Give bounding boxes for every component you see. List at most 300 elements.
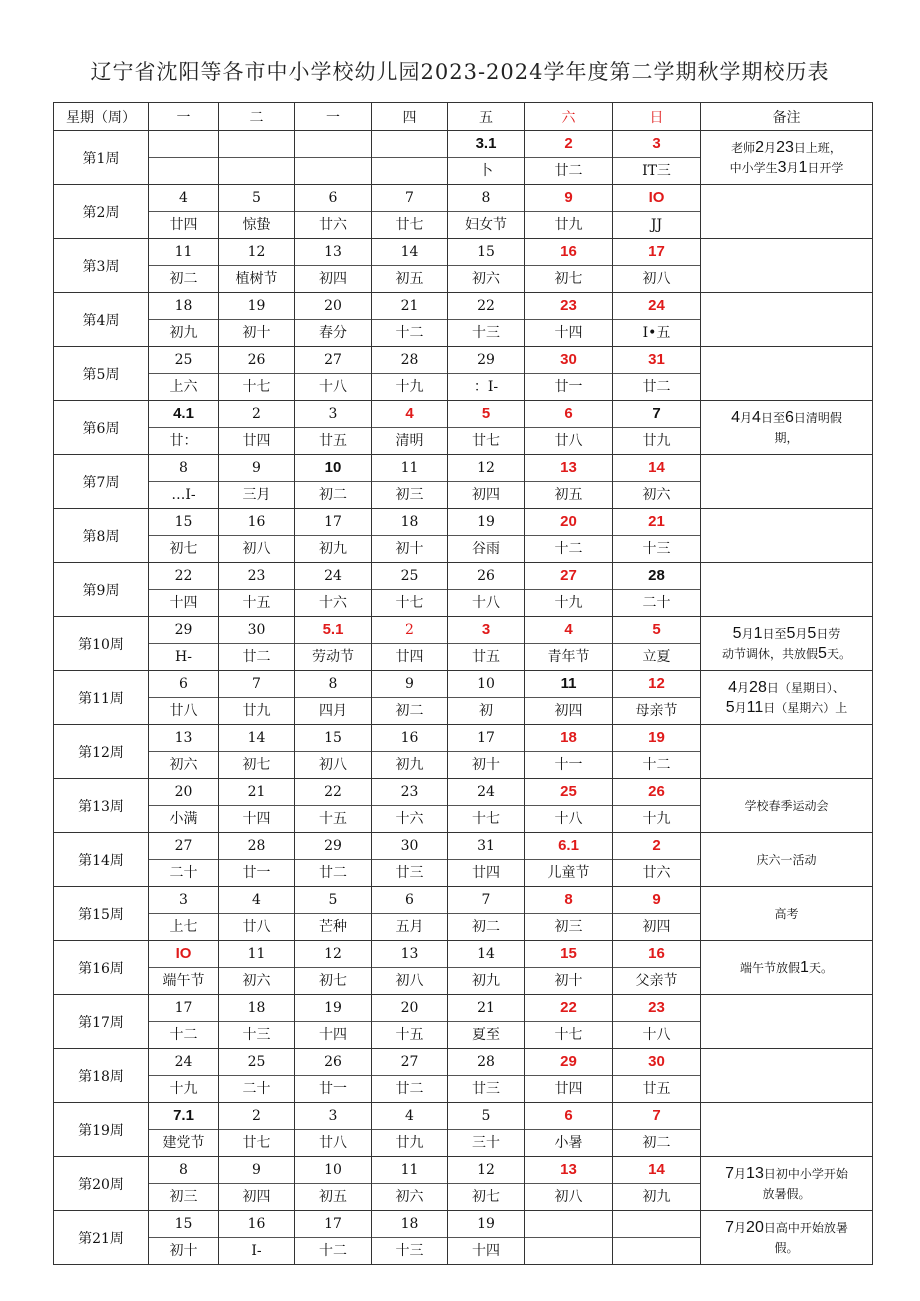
day-lunar: 初九 (319, 541, 347, 557)
day-date: 7 (372, 185, 447, 212)
note-line (701, 850, 872, 870)
note-text: 端午节放假 (740, 960, 801, 975)
day-date: 6 (525, 401, 612, 428)
week-row (54, 1157, 873, 1211)
day-lunar: 廿七 (395, 217, 424, 233)
day-lunar: 上六 (169, 379, 198, 395)
day-cell (372, 293, 448, 347)
day-cell (525, 401, 613, 455)
day-lunar: 十九 (395, 379, 424, 395)
note-text: 4 (728, 678, 738, 696)
day-date: 29 (448, 347, 524, 374)
day-cell (219, 1211, 295, 1265)
week-row (54, 833, 873, 887)
note-cell (701, 347, 873, 401)
day-cell (219, 833, 295, 887)
day-cell (613, 887, 701, 941)
day-lunar: 十二 (642, 757, 671, 773)
note-line (701, 698, 872, 718)
week-label: 第18周 (54, 1049, 149, 1103)
day-date: 31 (613, 347, 700, 374)
day-lunar: 廿一 (319, 1081, 347, 1097)
day-date: 16 (219, 1211, 294, 1238)
day-date: 15 (149, 509, 218, 536)
day-lunar: 廿八 (169, 703, 198, 719)
note-text: 月 (734, 1220, 747, 1235)
day-cell (295, 347, 372, 401)
week-label: 第16周 (54, 941, 149, 995)
day-date: 25 (219, 1049, 294, 1076)
note-line (701, 1164, 872, 1184)
day-date: 19 (295, 995, 371, 1022)
day-cell (372, 347, 448, 401)
day-lunar: 廿三 (395, 865, 424, 881)
note-line (701, 904, 872, 924)
note-cell (701, 941, 873, 995)
day-date: 24 (149, 1049, 218, 1076)
day-cell (149, 1103, 219, 1157)
note-text: 1 (798, 158, 808, 176)
day-cell (613, 995, 701, 1049)
note-text: 20 (746, 1218, 764, 1236)
day-date: IO (149, 941, 218, 968)
day-cell (295, 671, 372, 725)
day-date: 21 (448, 995, 524, 1022)
note-text: 学校春季运动会 (744, 798, 829, 813)
day-date: 3 (295, 401, 371, 428)
day-cell (613, 617, 701, 671)
day-lunar: 二十 (242, 1081, 271, 1097)
day-cell (448, 509, 525, 563)
day-date: 14 (613, 1157, 700, 1184)
day-lunar: 廿八 (242, 919, 271, 935)
day-cell (613, 293, 701, 347)
day-lunar: 初七 (319, 973, 347, 989)
day-date: 3 (613, 131, 700, 158)
note-text: 月 (734, 700, 747, 715)
day-lunar: 十八 (319, 379, 347, 395)
day-cell (448, 941, 525, 995)
day-cell (525, 455, 613, 509)
day-date: 17 (149, 995, 218, 1022)
day-date: 23 (613, 995, 700, 1022)
note-text: 3 (777, 158, 787, 176)
day-cell (525, 509, 613, 563)
note-text: 日（星期六）上 (763, 700, 848, 715)
day-lunar: IT三 (642, 163, 671, 179)
day-date: 15 (525, 941, 612, 968)
note-text: 日初中小学开始 (763, 1166, 848, 1181)
day-date: 17 (448, 725, 524, 752)
day-cell (525, 887, 613, 941)
day-date: 6.1 (525, 833, 612, 860)
note-line (701, 428, 872, 448)
note-text: 假。 (774, 1240, 799, 1255)
week-row (54, 239, 873, 293)
day-lunar: 二十 (169, 865, 198, 881)
day-cell (295, 941, 372, 995)
day-lunar: 廿九 (242, 703, 271, 719)
note-line (701, 408, 872, 428)
day-lunar: 初二 (169, 271, 198, 287)
day-cell (219, 995, 295, 1049)
day-date: 14 (372, 239, 447, 266)
day-cell (149, 779, 219, 833)
day-lunar: 初九 (472, 973, 500, 989)
day-date: 10 (295, 455, 371, 482)
note-text: 动节调休，共放假 (722, 646, 819, 661)
day-lunar (219, 158, 294, 184)
day-date: IO (613, 185, 700, 212)
day-lunar: 四月 (319, 703, 347, 719)
day-lunar: 十七 (554, 1027, 583, 1043)
day-date: 13 (372, 941, 447, 968)
day-cell (525, 1049, 613, 1103)
day-cell (448, 779, 525, 833)
day-lunar: 初九 (169, 325, 198, 341)
day-cell (372, 1049, 448, 1103)
note-cell (701, 725, 873, 779)
day-lunar: 十八 (472, 595, 500, 611)
day-cell (295, 833, 372, 887)
day-date: 20 (149, 779, 218, 806)
note-cell (701, 617, 873, 671)
day-lunar: 廿八 (554, 433, 583, 449)
day-cell (219, 1103, 295, 1157)
day-lunar: 初六 (242, 973, 271, 989)
day-lunar: 春分 (319, 325, 347, 341)
day-date: 17 (295, 1211, 371, 1238)
week-row (54, 887, 873, 941)
day-date: 26 (295, 1049, 371, 1076)
week-label: 第5周 (54, 347, 149, 401)
day-date: 28 (219, 833, 294, 860)
day-lunar: 初四 (472, 487, 500, 503)
week-label: 第1周 (54, 131, 149, 185)
note-cell (701, 239, 873, 293)
day-date: 28 (613, 563, 700, 590)
week-row (54, 725, 873, 779)
day-date (295, 131, 371, 158)
day-lunar: 父亲节 (635, 973, 678, 989)
day-cell (295, 293, 372, 347)
day-lunar: 廿三 (472, 1081, 500, 1097)
day-cell (613, 1049, 701, 1103)
week-label: 第10周 (54, 617, 149, 671)
note-text: 日清明假 (793, 410, 842, 425)
day-date: 18 (372, 509, 447, 536)
day-date: 13 (525, 455, 612, 482)
day-lunar: H- (175, 649, 192, 665)
day-lunar: 廿九 (395, 1135, 424, 1151)
day-lunar (613, 1238, 700, 1264)
day-date: 4.1 (149, 401, 218, 428)
week-row (54, 617, 873, 671)
day-date: 8 (295, 671, 371, 698)
day-cell (613, 455, 701, 509)
day-cell (525, 1211, 613, 1265)
note-cell (701, 1211, 873, 1265)
week-row (54, 995, 873, 1049)
day-cell (295, 887, 372, 941)
day-date: 31 (448, 833, 524, 860)
day-date: 23 (219, 563, 294, 590)
day-lunar: 廿九 (554, 217, 583, 233)
day-cell (295, 239, 372, 293)
day-lunar: 十三 (395, 1243, 424, 1259)
day-date: 8 (525, 887, 612, 914)
day-date: 28 (372, 347, 447, 374)
note-text: 放暑假。 (762, 1186, 811, 1201)
week-row (54, 671, 873, 725)
note-cell (701, 671, 873, 725)
page-title: 辽宁省沈阳等各市中小学校幼儿园2023-2024学年度第二学期秋学期校历表 (90, 60, 830, 84)
day-cell (613, 1211, 701, 1265)
day-lunar: 廿六 (319, 217, 347, 233)
day-cell (448, 347, 525, 401)
day-cell (448, 131, 525, 185)
day-lunar: 廿六 (642, 865, 671, 881)
day-cell (219, 941, 295, 995)
day-lunar: 初十 (472, 757, 500, 773)
day-date: 12 (448, 1157, 524, 1184)
day-cell (149, 1157, 219, 1211)
header-sun: 日 (613, 103, 701, 131)
day-date: 26 (613, 779, 700, 806)
day-lunar: 五月 (395, 919, 424, 935)
day-lunar: 十六 (395, 811, 424, 827)
day-lunar: 初四 (642, 919, 671, 935)
day-cell (149, 617, 219, 671)
day-lunar: 谷雨 (472, 541, 500, 557)
day-date: 23 (525, 293, 612, 320)
day-cell (219, 671, 295, 725)
day-lunar: 初四 (242, 1189, 271, 1205)
day-date: 10 (295, 1157, 371, 1184)
day-date: 6 (149, 671, 218, 698)
day-date: 6 (295, 185, 371, 212)
day-date: 11 (149, 239, 218, 266)
header-fri: 五 (448, 103, 525, 131)
day-lunar: 初十 (242, 325, 271, 341)
day-cell (448, 833, 525, 887)
day-cell (295, 617, 372, 671)
day-lunar: 初六 (395, 1189, 424, 1205)
school-calendar-table (53, 102, 873, 1265)
day-cell (372, 563, 448, 617)
note-line (701, 1184, 872, 1204)
day-cell (219, 1049, 295, 1103)
day-cell (295, 1157, 372, 1211)
day-date: 5 (613, 617, 700, 644)
day-cell (149, 131, 219, 185)
day-date: 5 (448, 401, 524, 428)
day-date: 25 (372, 563, 447, 590)
note-text: 7 (725, 1218, 735, 1236)
note-cell (701, 563, 873, 617)
note-text: 4 (731, 408, 741, 426)
day-cell (295, 995, 372, 1049)
week-label: 第11周 (54, 671, 149, 725)
day-lunar: 初六 (169, 757, 198, 773)
day-lunar: …I- (171, 487, 196, 503)
header-week: 星期（周） (54, 103, 149, 131)
day-lunar: 十五 (319, 811, 347, 827)
day-lunar: 初四 (554, 703, 583, 719)
day-lunar: 初六 (472, 271, 500, 287)
day-date: 7 (219, 671, 294, 698)
day-date: 8 (448, 185, 524, 212)
day-cell (295, 779, 372, 833)
day-cell (372, 617, 448, 671)
day-lunar: 廿四 (472, 865, 500, 881)
day-cell (372, 887, 448, 941)
day-lunar: 植树节 (235, 271, 278, 287)
day-cell (219, 1157, 295, 1211)
note-text: 1 (800, 958, 809, 976)
day-lunar: 芒种 (319, 919, 347, 935)
note-cell (701, 1049, 873, 1103)
day-cell (295, 509, 372, 563)
day-date: 14 (613, 455, 700, 482)
day-date: 20 (372, 995, 447, 1022)
note-text: 月 (764, 140, 777, 155)
day-lunar: 卜 (479, 163, 493, 179)
note-cell (701, 1103, 873, 1157)
day-cell (372, 131, 448, 185)
day-date: 8 (149, 455, 218, 482)
note-text: 高考 (774, 906, 799, 921)
day-date: 4 (372, 1103, 447, 1130)
day-lunar: 十五 (395, 1027, 424, 1043)
day-date: 29 (295, 833, 371, 860)
day-date: 11 (372, 455, 447, 482)
week-label: 第2周 (54, 185, 149, 239)
day-cell (613, 131, 701, 185)
note-line (701, 624, 872, 644)
note-text: 天。 (826, 646, 851, 661)
day-date: 14 (219, 725, 294, 752)
day-date: 19 (448, 1211, 524, 1238)
day-date: 4 (219, 887, 294, 914)
day-lunar: 十四 (242, 811, 271, 827)
day-lunar: 三十 (472, 1135, 500, 1151)
day-lunar: 廿二 (554, 163, 583, 179)
day-lunar: I•五 (642, 325, 671, 341)
day-date: 10 (448, 671, 524, 698)
day-lunar: 廿二 (395, 1081, 424, 1097)
day-lunar: 廿： (169, 433, 198, 449)
note-text: 5 (786, 624, 796, 642)
day-cell (613, 1103, 701, 1157)
day-date: 25 (149, 347, 218, 374)
day-lunar: 初二 (395, 703, 424, 719)
note-cell (701, 995, 873, 1049)
day-cell (219, 887, 295, 941)
day-cell (613, 941, 701, 995)
day-lunar: 十三 (642, 541, 671, 557)
day-cell (613, 239, 701, 293)
day-cell (149, 185, 219, 239)
day-lunar: 初二 (642, 1135, 671, 1151)
day-lunar: 十二 (395, 325, 424, 341)
day-lunar: I- (251, 1243, 262, 1259)
week-row (54, 1211, 873, 1265)
day-cell (295, 401, 372, 455)
day-cell (149, 239, 219, 293)
day-cell (525, 563, 613, 617)
note-text: 11 (746, 698, 764, 716)
week-label: 第8周 (54, 509, 149, 563)
day-date: 9 (525, 185, 612, 212)
day-cell (448, 725, 525, 779)
week-label: 第6周 (54, 401, 149, 455)
day-date: 19 (613, 725, 700, 752)
note-text: 5 (807, 624, 817, 642)
day-cell (372, 185, 448, 239)
note-text: 庆六一活动 (756, 852, 817, 867)
note-text: 日（星期日）、 (766, 680, 845, 695)
day-date: 27 (149, 833, 218, 860)
day-date: 6 (372, 887, 447, 914)
day-lunar: 二十 (642, 595, 671, 611)
week-label: 第4周 (54, 293, 149, 347)
day-date: 9 (613, 887, 700, 914)
day-cell (149, 1211, 219, 1265)
day-lunar: 立夏 (642, 649, 671, 665)
day-date: 30 (525, 347, 612, 374)
note-text: 月 (737, 680, 750, 695)
day-date: 13 (149, 725, 218, 752)
note-text: 老师 (731, 140, 756, 155)
note-cell (701, 833, 873, 887)
day-lunar: 清明 (395, 433, 424, 449)
day-cell (613, 725, 701, 779)
week-label: 第12周 (54, 725, 149, 779)
day-cell (372, 1211, 448, 1265)
day-cell (295, 725, 372, 779)
week-row (54, 185, 873, 239)
day-date: 24 (295, 563, 371, 590)
day-cell (295, 1211, 372, 1265)
day-date: 29 (149, 617, 218, 644)
day-date: 9 (219, 1157, 294, 1184)
day-date: 21 (613, 509, 700, 536)
day-lunar: 初七 (472, 1189, 500, 1205)
header-thu: 四 (372, 103, 448, 131)
day-lunar: 十六 (319, 595, 347, 611)
day-lunar: 初八 (395, 973, 424, 989)
day-date (372, 131, 447, 158)
day-lunar: 十二 (319, 1243, 347, 1259)
day-date: 2 (372, 617, 447, 644)
day-lunar: 初八 (242, 541, 271, 557)
day-cell (525, 1157, 613, 1211)
day-cell (448, 887, 525, 941)
day-cell (295, 1049, 372, 1103)
note-text: 日劳 (816, 626, 841, 641)
day-lunar: 廿四 (554, 1081, 583, 1097)
day-date: 18 (372, 1211, 447, 1238)
header-sat: 六 (525, 103, 613, 131)
day-cell (613, 185, 701, 239)
day-cell (149, 347, 219, 401)
note-cell (701, 455, 873, 509)
day-lunar (149, 158, 218, 184)
week-row (54, 347, 873, 401)
day-date: 29 (525, 1049, 612, 1076)
note-cell (701, 185, 873, 239)
